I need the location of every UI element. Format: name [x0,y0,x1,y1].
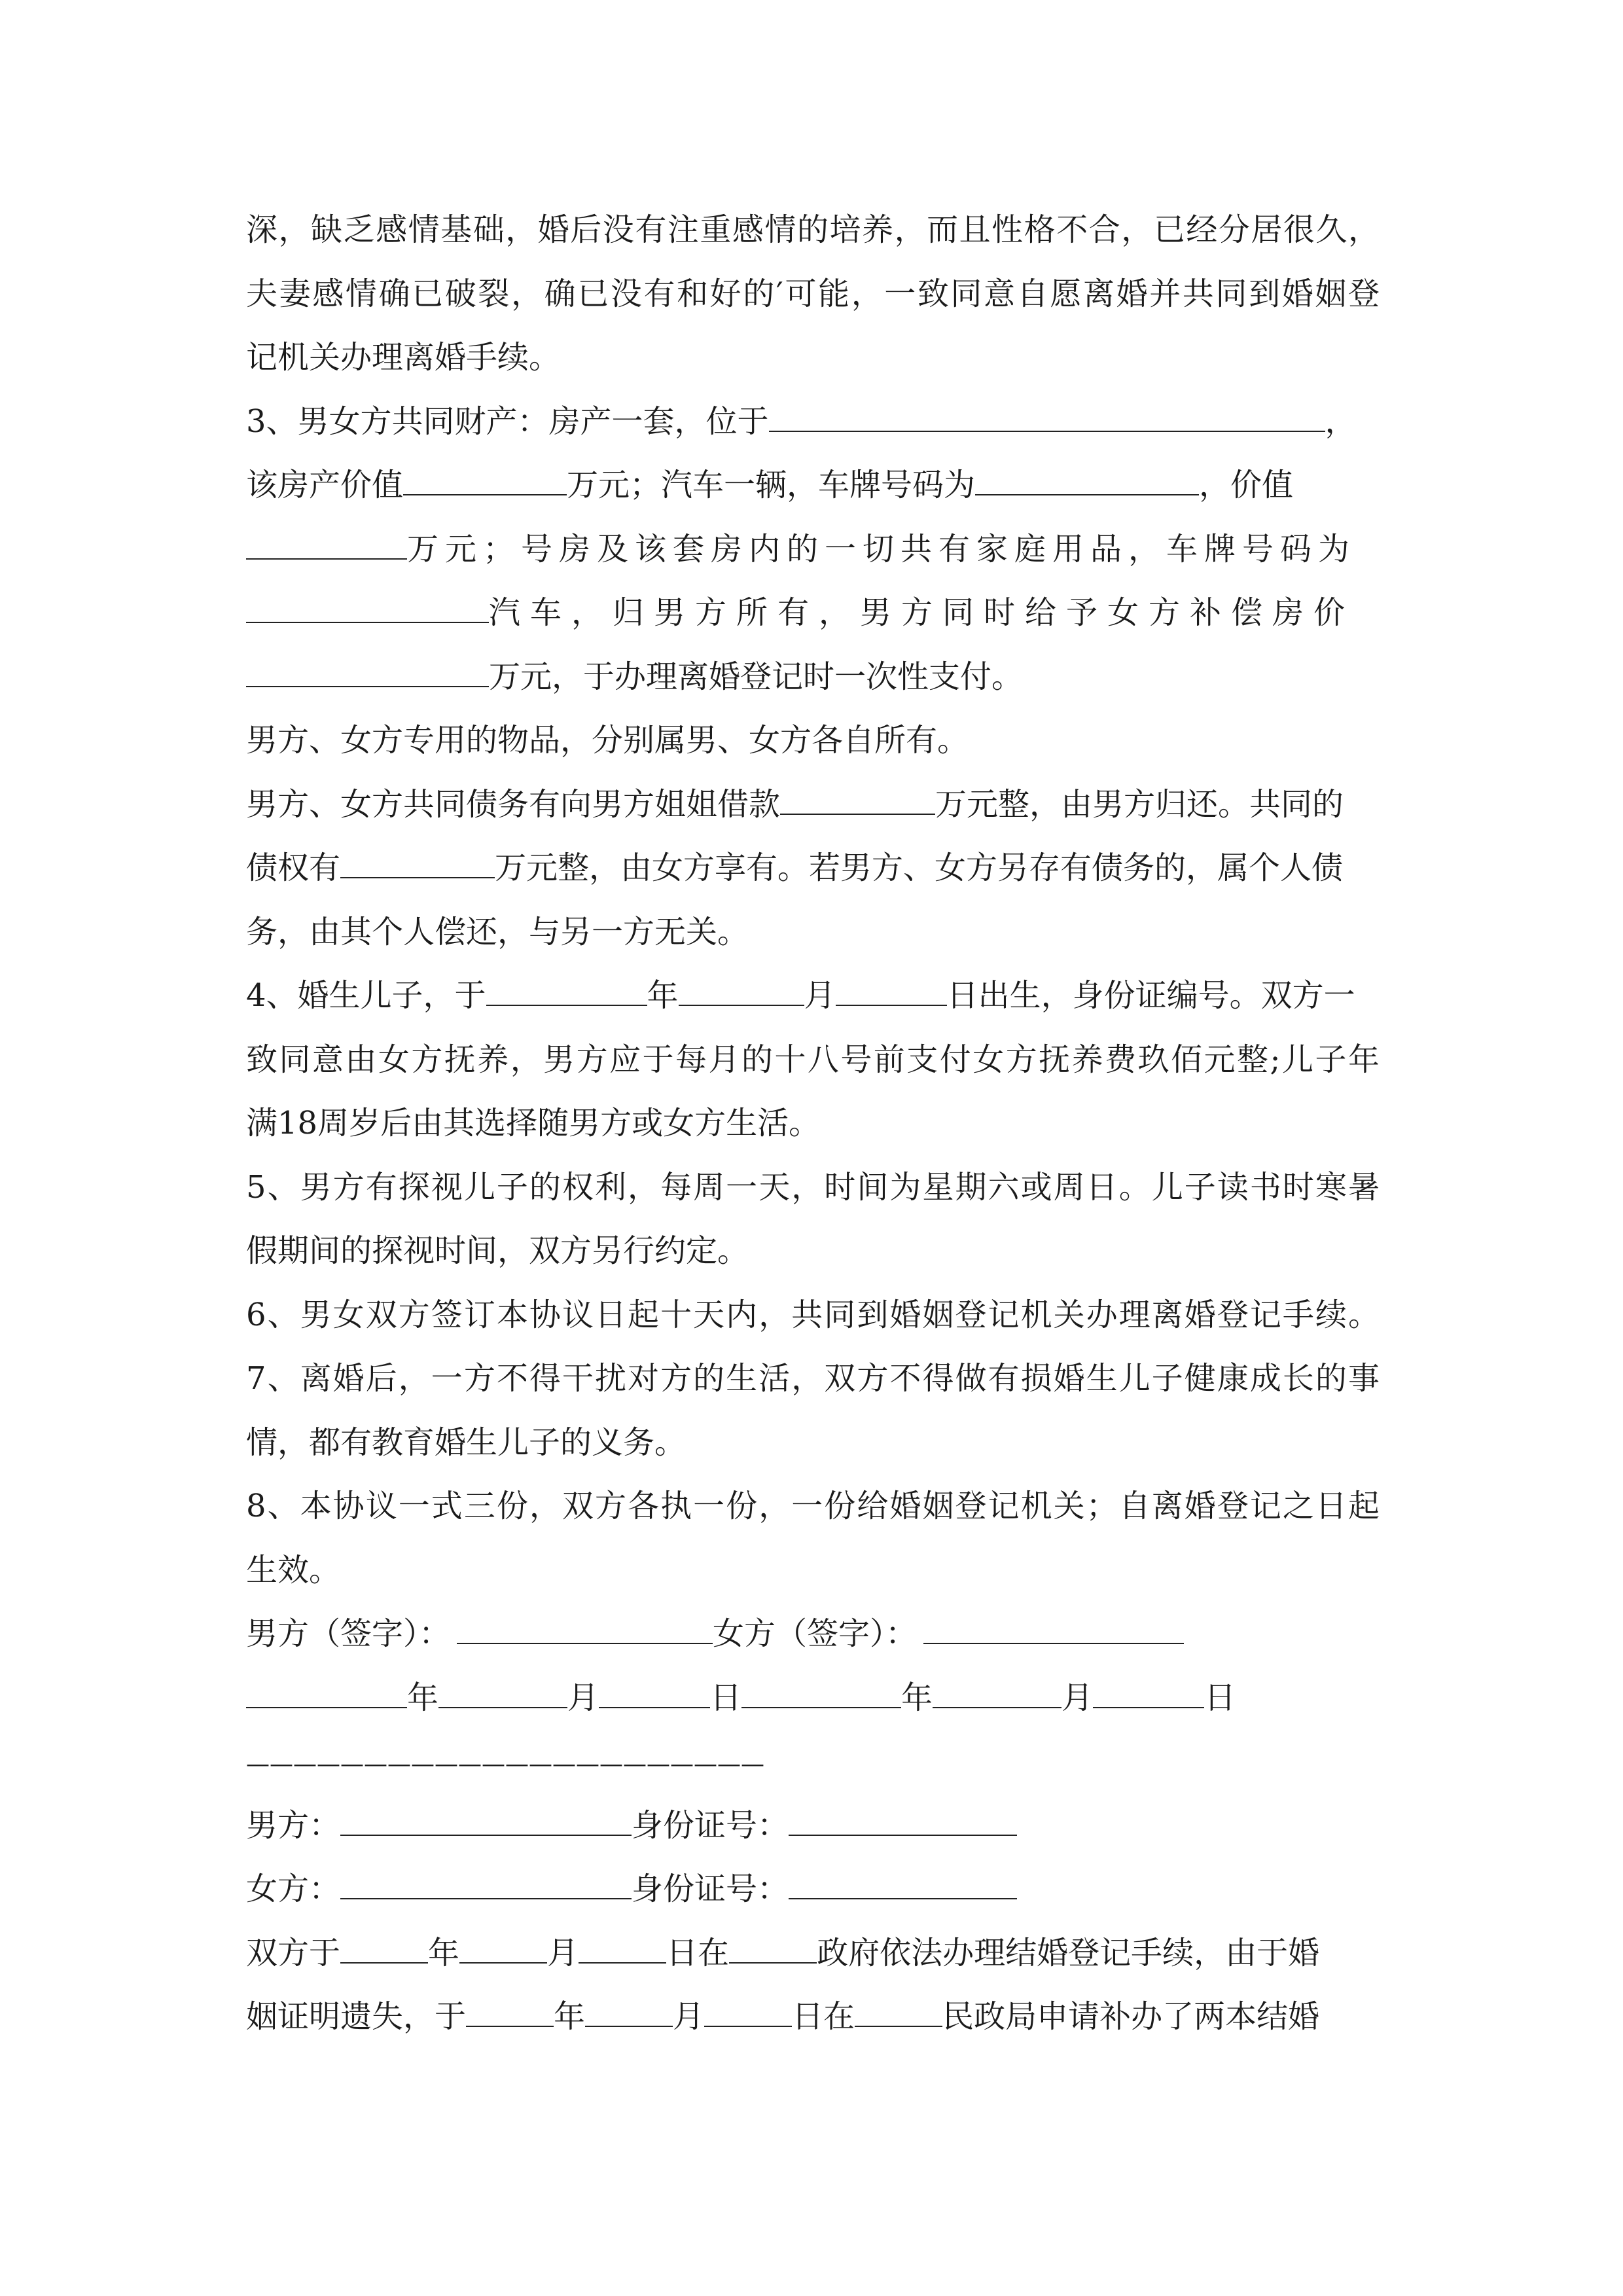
text: 债权有 [246,850,341,886]
blank-plate-number-2[interactable] [246,596,489,623]
text-line [246,1539,1380,1603]
male-signature-label: 男方（签字）： [246,1615,451,1652]
text: 政府依法办理结婚登记手续，由于婚 [817,1934,1320,1971]
blank-plate-number[interactable] [975,468,1199,495]
text: 日 [1204,1679,1236,1716]
blank-credit-amount[interactable] [340,851,495,878]
text: 假期间的探视时间，双方另行约定。 [246,1232,749,1269]
text: 年 [554,1998,586,2035]
text-line [246,198,1380,262]
male-id-line [246,1794,1380,1858]
blank-birth-month[interactable] [679,978,804,1006]
blank-house-value[interactable] [403,468,567,495]
text: 姻证明遗失，于 [246,1998,467,2035]
property-line [246,454,1380,518]
blank-compensation[interactable] [246,660,489,687]
text: 万元；号房及该套房内的一切共有家庭用品，车牌号码为 [407,530,1357,567]
male-id-field[interactable] [789,1808,1017,1836]
text: 该房产价值 [246,467,404,503]
text: 夫妻感情确已破裂，确已没有和好的′可能，一致同意自愿离婚并共同到婚姻登 [246,275,1380,312]
text: 月 [1061,1679,1094,1716]
text-line [246,262,1380,327]
text-line [246,1092,1380,1156]
text: 万元整，由男方归还。共同的 [935,785,1344,823]
dash-separator: —————————————————————— [246,1751,764,1778]
text: 5、男方有探视儿子的权利，每周一天，时间为星期六或周日。儿子读书时寒暑 [246,1168,1380,1206]
text-line [246,1411,1380,1475]
text: 7、离婚后，一方不得干扰对方的生活，双方不得做有损婚生儿子健康成长的事 [246,1360,1380,1397]
blank-birth-day[interactable] [836,978,947,1006]
blank-month[interactable] [438,1681,567,1708]
blank-year[interactable] [246,1681,407,1708]
text: 致同意由女方抚养，男方应于每月的十八号前支付女方抚养费玖佰元整;儿子年 [246,1041,1380,1078]
text: 男方、女方专用的物品，分别属男、女方各自所有。 [246,722,969,759]
text: 日在 [792,1998,855,2035]
text-line [246,901,1380,965]
signature-line [246,1602,1380,1666]
blank-day[interactable] [1093,1681,1204,1708]
blank-year[interactable] [741,1681,901,1708]
text-line [246,1156,1380,1220]
text: 月 [673,1998,705,2035]
text-line [246,1475,1380,1539]
text: 生效。 [246,1551,341,1588]
text: 3、男女方共同财产：房产一套，位于 [246,403,769,440]
text: 女方： [246,1871,341,1907]
female-id-field[interactable] [789,1872,1017,1899]
female-id-line [246,1857,1380,1922]
text: 万元，于办理离婚登记时一次性支付。 [489,658,1024,695]
blank-day[interactable] [704,2000,792,2027]
property-line [246,390,1380,454]
blank-year[interactable] [466,2000,554,2027]
property-line [246,581,1380,645]
text: 4、婚生儿子，于 [246,977,486,1014]
text-line [246,1219,1380,1283]
text-line [246,709,1380,773]
blank-day[interactable] [599,1681,710,1708]
text: 日出生，身份证编号。双方一 [946,977,1355,1014]
blank-month[interactable] [459,1936,547,1964]
text: 满18周岁后由其选择随男方或女方生活。 [246,1105,821,1141]
marriage-line [246,1922,1380,1986]
text: 身份证号： [632,1871,789,1907]
blank-month[interactable] [585,2000,673,2027]
text: 年 [407,1679,439,1716]
male-signature-field[interactable] [457,1617,713,1644]
blank-month[interactable] [933,1681,1061,1708]
female-name-field[interactable] [340,1872,632,1899]
blank-birth-year[interactable] [486,978,647,1006]
text: 月 [804,977,836,1014]
text: 6、男女双方签订本协议日起十天内，共同到婚姻登记机关办理离婚登记手续。 [246,1296,1380,1333]
blank-year[interactable] [340,1936,428,1964]
text: 月 [547,1934,579,1971]
text: 情，都有教育婚生儿子的义务。 [246,1424,687,1461]
text: 双方于 [246,1934,341,1971]
text-line [246,1028,1380,1092]
female-signature-field[interactable] [923,1617,1184,1644]
signature-date-line [246,1666,1380,1731]
text: 年 [901,1679,933,1716]
text: 男方、女方共同债务有向男方姐姐借款 [246,785,781,823]
text: 月 [567,1679,599,1716]
text-line [246,1347,1380,1411]
male-name-field[interactable] [340,1808,632,1836]
text: 务，由其个人偿还，与另一方无关。 [246,913,749,950]
text: 日在 [666,1934,730,1971]
text: 民政局申请补办了两本结婚 [942,1998,1320,2035]
female-signature-label: 女方（签字）： [713,1615,918,1652]
text: 万元；汽车一辆，车牌号码为 [567,467,976,503]
birth-line [246,964,1380,1028]
text: 8、本协议一式三份，双方各执一份，一份给婚姻登记机关；自离婚登记之日起 [246,1488,1380,1524]
document-page [246,198,1380,2049]
text: 年 [647,977,679,1014]
property-line [246,645,1380,709]
blank-debt-amount[interactable] [780,787,935,815]
text: 身份证号： [632,1806,789,1844]
debt-line [246,836,1380,901]
text: 记机关办理离婚手续。 [246,339,561,376]
property-line [246,518,1380,582]
blank-place[interactable] [855,2000,942,2027]
blank-house-address[interactable] [769,404,1325,432]
text: 汽车，归男方所有，男方同时给予女方补偿房价 [489,594,1355,631]
blank-car-value[interactable] [246,532,407,560]
blank-day[interactable] [579,1936,666,1964]
text-line [246,326,1380,390]
text-line [246,1283,1380,1348]
blank-place[interactable] [729,1936,817,1964]
text: 日 [710,1679,742,1716]
text: 深，缺乏感情基础，婚后没有注重感情的培养，而且性格不合，已经分居很久， [246,211,1380,248]
text: 万元整，由女方享有。若男方、女方另存有债务的，属个人债 [495,850,1344,886]
separator-line [246,1730,1380,1794]
reissue-line [246,1985,1380,2049]
text: ， [1325,403,1357,440]
text: ，价值 [1199,467,1294,503]
text: 年 [428,1934,460,1971]
text: 男方： [246,1806,341,1844]
debt-line [246,773,1380,837]
